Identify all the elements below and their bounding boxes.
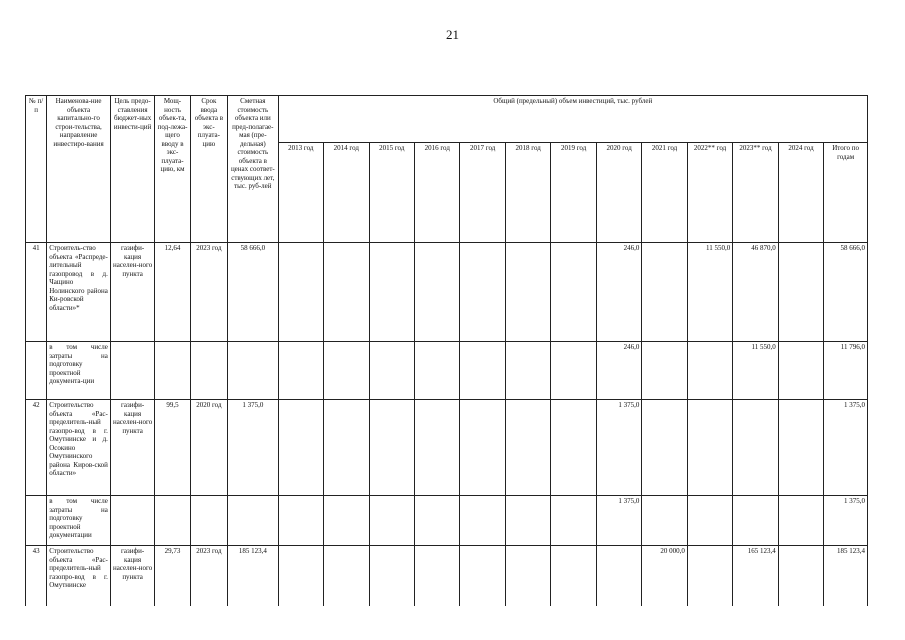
row-value [505,342,550,400]
row-value [505,546,550,607]
row-value [324,243,369,342]
row-value: 165 123,4 [733,546,778,607]
row-value [415,342,460,400]
row-name: в том числе затраты на подготовку проектной документации [47,496,111,546]
header-year: 2014 год [324,143,369,243]
row-num: 43 [26,546,47,607]
row-value [505,400,550,496]
row-value: 11 550,0 [687,243,732,342]
table-row [26,546,868,607]
row-value [551,243,596,342]
header-year: 2021 год [642,143,687,243]
row-cost [228,342,279,400]
row-value [369,243,414,342]
row-value [324,400,369,496]
row-total: 58 666,0 [824,243,868,342]
row-value: 246,0 [596,342,641,400]
row-value [687,342,732,400]
header-year: 2019 год [551,143,596,243]
row-name: Строитель-ство объекта «Распреде-лительный газопровод в д. Чащино Нолинского района Ки-ровской области»* [47,243,111,342]
row-capacity [155,342,190,400]
table-row [26,496,868,546]
header-year: 2018 год [505,143,550,243]
header-cost: Сметная стоимость объекта или пред-полагае-мая (пре-дельная) стоимость объекта в ценах соответ-ствующих лет, тыс. руб-лей [228,96,279,243]
row-value [415,243,460,342]
table-row [26,342,868,400]
row-total: 1 375,0 [824,400,868,496]
header-total-by-years: Итого по годам [824,143,868,243]
row-value [415,496,460,546]
row-value [551,342,596,400]
header-year: 2024 год [778,143,823,243]
row-value [778,243,823,342]
row-value [733,496,778,546]
row-goal: газифи-кация населен-ного пункта [110,243,154,342]
row-term [190,342,227,400]
row-goal [110,342,154,400]
row-term: 2023 год [190,243,227,342]
row-value [369,400,414,496]
row-value: 1 375,0 [596,400,641,496]
row-value [278,342,323,400]
header-name: Наименова-ние объекта капитально-го строи-тельства, направление инвестиро-вания [47,96,111,243]
row-value [778,342,823,400]
header-term: Срок ввода объекта в экс-плуата-цию [190,96,227,243]
row-value: 1 375,0 [596,496,641,546]
row-value: 11 550,0 [733,342,778,400]
row-capacity [155,496,190,546]
row-value [642,400,687,496]
row-cost: 185 123,4 [228,546,279,607]
row-name: Строительство объекта «Рас-пределитель-ный газопро-вод в г. Омутнинске [47,546,111,607]
header-year: 2013 год [278,143,323,243]
row-value [596,546,641,607]
row-value [460,400,505,496]
header-year: 2016 год [415,143,460,243]
row-value [551,496,596,546]
row-value [415,546,460,607]
row-value [324,342,369,400]
row-value [642,342,687,400]
row-value [278,546,323,607]
row-value [369,342,414,400]
row-num [26,496,47,546]
row-goal [110,496,154,546]
row-value [642,243,687,342]
header-row-top [26,96,868,143]
row-num: 41 [26,243,47,342]
row-cost: 1 375,0 [228,400,279,496]
row-value [460,546,505,607]
row-total: 1 375,0 [824,496,868,546]
row-term [190,496,227,546]
row-value: 246,0 [596,243,641,342]
page-number: 21 [446,27,459,42]
header-year: 2022** год [687,143,732,243]
header-year: 2017 год [460,143,505,243]
row-name: в том числе затраты на подготовку проектной документа-ции [47,342,111,400]
row-value [733,400,778,496]
row-value [551,546,596,607]
row-value [278,400,323,496]
row-value [324,546,369,607]
row-term: 2020 год [190,400,227,496]
row-value [642,496,687,546]
row-cost [228,496,279,546]
row-total: 185 123,4 [824,546,868,607]
row-value [278,496,323,546]
row-capacity: 29,73 [155,546,190,607]
row-cost: 58 666,0 [228,243,279,342]
table-row [26,243,868,342]
header-year: 2015 год [369,143,414,243]
row-value [687,400,732,496]
row-value [687,496,732,546]
row-value [369,496,414,546]
header-goal: Цель предо-ставления бюджет-ных инвести-ций [110,96,154,243]
row-goal: газифи-кация населен-ного пункта [110,400,154,496]
row-value [778,400,823,496]
header-capacity: Мощ-ность объек-та, под-лежа-щего вводу в экс-плуата-цию, км [155,96,190,243]
row-value [460,496,505,546]
row-value [505,243,550,342]
row-term: 2023 год [190,546,227,607]
row-value [460,342,505,400]
row-value: 20 000,0 [642,546,687,607]
row-value: 46 870,0 [733,243,778,342]
row-value [324,496,369,546]
row-value [505,496,550,546]
row-capacity: 99,5 [155,400,190,496]
row-capacity: 12,64 [155,243,190,342]
row-value [460,243,505,342]
row-value [778,546,823,607]
header-num: № п/п [26,96,47,243]
row-value [778,496,823,546]
row-value [278,243,323,342]
row-num [26,342,47,400]
row-num: 42 [26,400,47,496]
row-goal: газифи-кация населен-ного пункта [110,546,154,607]
row-value [369,546,414,607]
row-name: Строительство объекта «Рас-пределитель-ный газопро-вод в г. Омутнинске и д. Осокино Омутнинского района Киров-ской области» [47,400,111,496]
row-total: 11 796,0 [824,342,868,400]
investment-table [25,95,868,606]
header-year: 2020 год [596,143,641,243]
header-year: 2023** год [733,143,778,243]
row-value [415,400,460,496]
row-value [551,400,596,496]
table-row [26,400,868,496]
row-value [687,546,732,607]
header-total-investment: Общий (предельный) объем инвестиций, тыс. рублей [278,96,867,143]
